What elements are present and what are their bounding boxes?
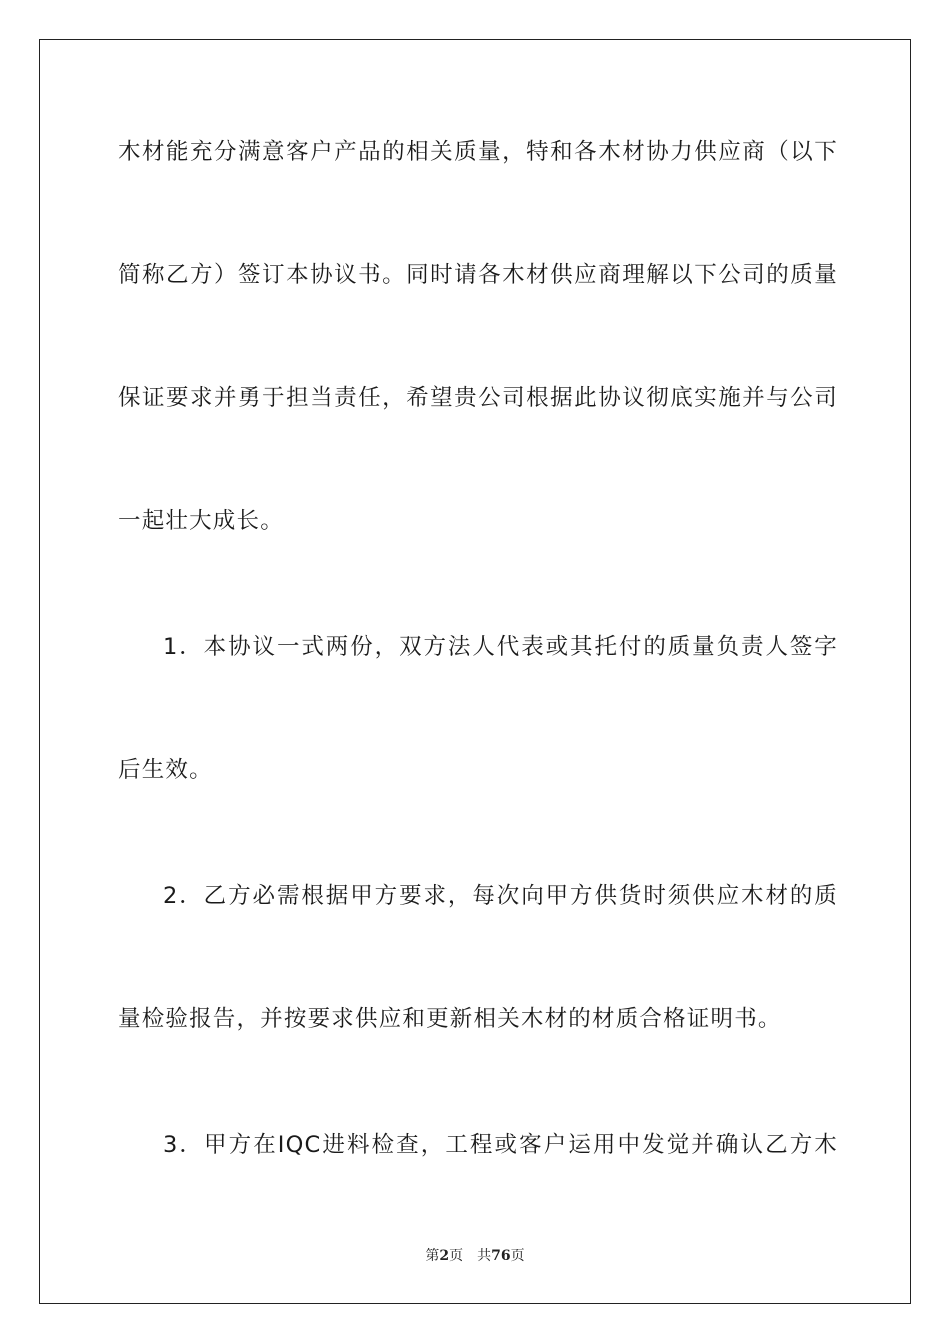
body-line-2: 简称乙方）签订本协议书。同时请各木材供应商理解以下公司的质量 [118,262,838,288]
footer-page-total: 76 [491,1248,511,1264]
page-footer [0,1245,950,1265]
footer-page-current: 2 [439,1248,450,1264]
list-item-2-line-1: 2．乙方必需根据甲方要求，每次向甲方供货时须供应木材的质 [163,883,838,909]
list-item-3-line-1: 3．甲方在IQC进料检查，工程或客户运用中发觉并确认乙方木 [163,1132,838,1158]
footer-page-prefix: 第 [425,1248,440,1264]
body-line-1: 木材能充分满意客户产品的相关质量，特和各木材协力供应商（以下 [118,139,838,165]
body-line-3: 保证要求并勇于担当责任，希望贵公司根据此协议彻底实施并与公司 [118,385,838,411]
page-border [39,39,911,1304]
footer-page-suffix: 页 [449,1248,464,1264]
footer-total-prefix: 共 [477,1248,492,1264]
footer-total-suffix: 页 [510,1248,525,1264]
list-item-1-line-2: 后生效。 [118,757,213,783]
list-item-2-line-2: 量检验报告，并按要求供应和更新相关木材的材质合格证明书。 [118,1006,782,1032]
list-item-1-line-1: 1．本协议一式两份，双方法人代表或其托付的质量负责人签字 [163,634,838,660]
body-line-4: 一起壮大成长。 [118,508,284,534]
